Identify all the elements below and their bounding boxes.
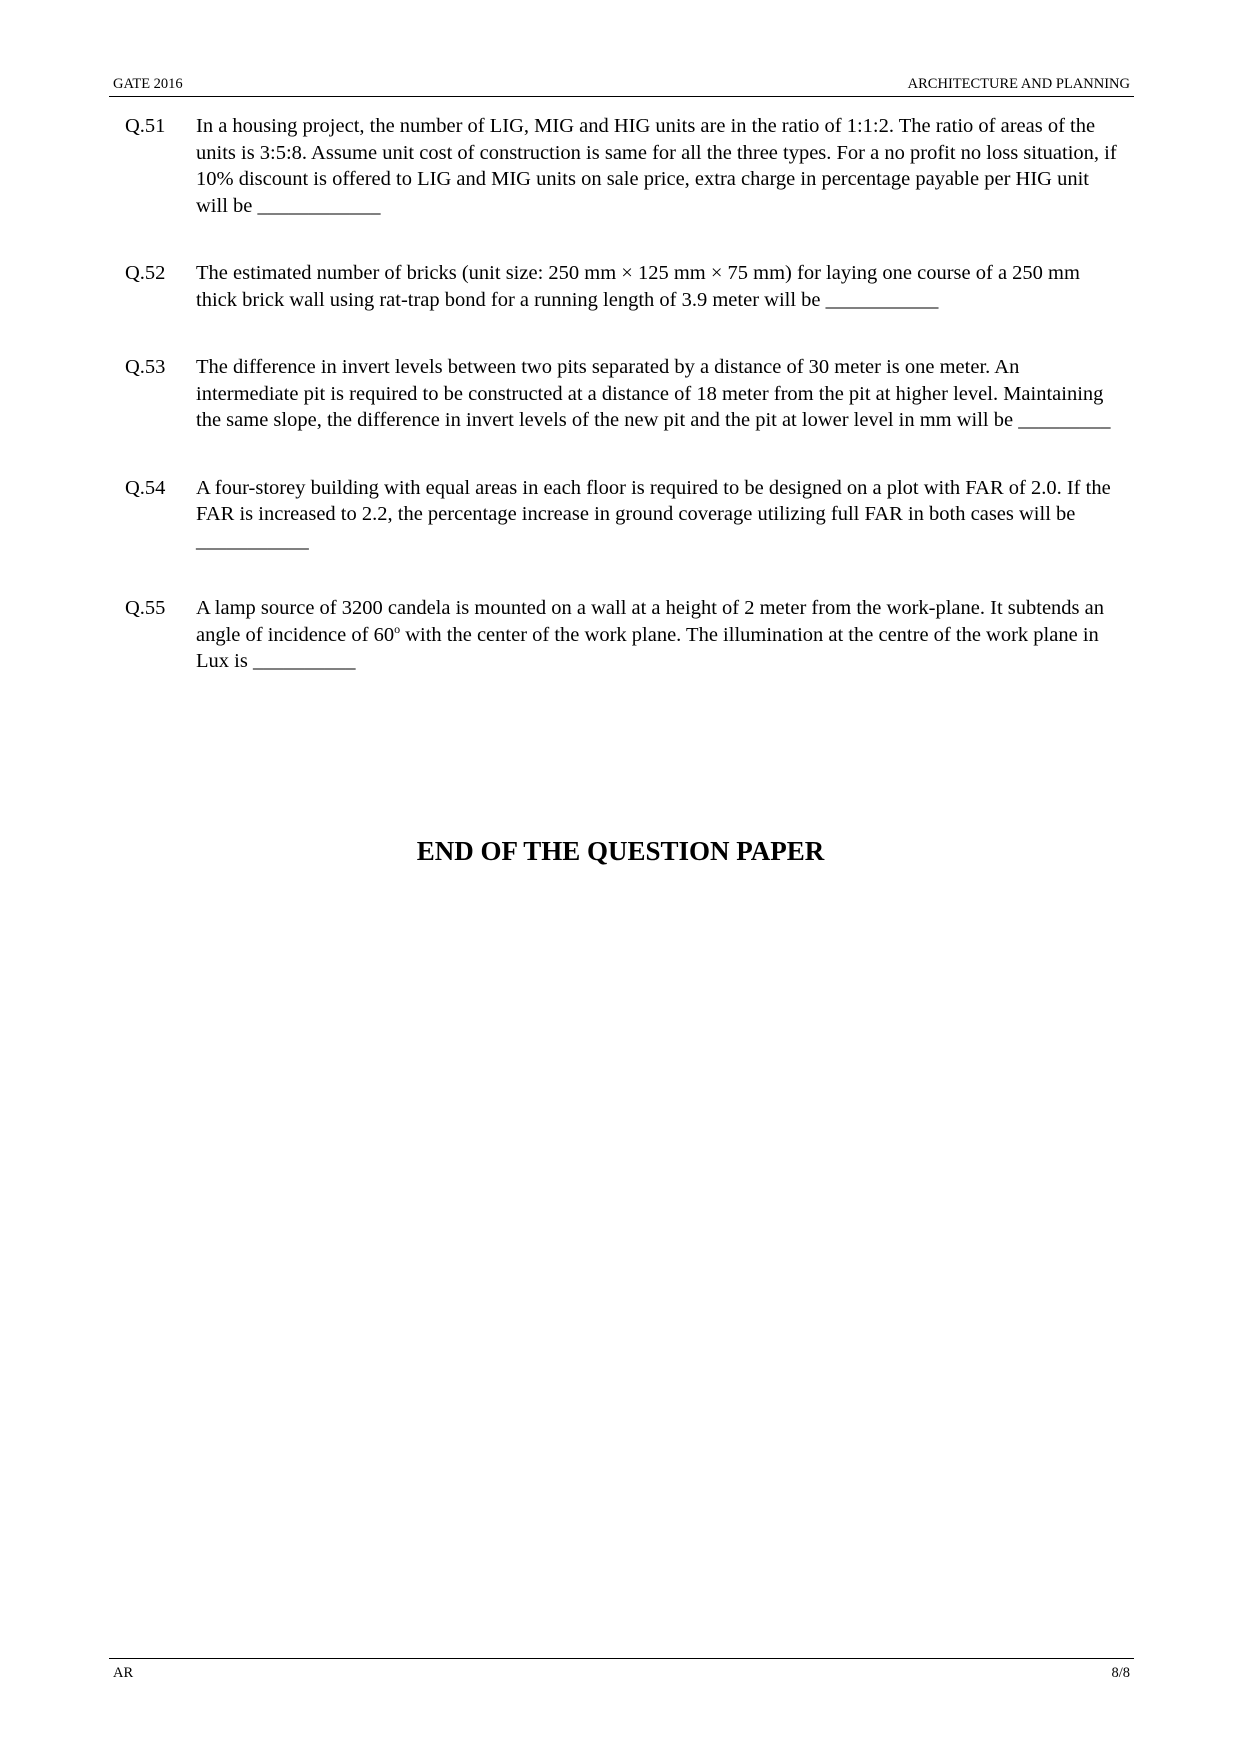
question-text-part: A lamp source of 3200 candela is mounted on a wall at a height of 2 meter from the work-plane. It subtends an angle of incidence of 60: [196, 597, 1105, 646]
question-51: [109, 113, 1122, 219]
question-number: Q.51: [125, 115, 166, 137]
footer-page-number: 8/8: [1111, 1665, 1130, 1681]
page-footer: [109, 1658, 1134, 1685]
question-list: [109, 113, 1134, 716]
question-55: [109, 595, 1122, 675]
end-of-paper-title: END OF THE QUESTION PAPER: [416, 836, 825, 866]
question-text: The estimated number of bricks (unit size: 250 mm × 125 mm × 75 mm) for laying one course of a 250 mm thick brick wall using rat-trap bond for a running length of 3.9 meter will be ___________: [196, 262, 1080, 311]
footer-paper-code: AR: [113, 1665, 134, 1681]
question-number: Q.53: [125, 356, 166, 378]
question-53: [109, 354, 1122, 434]
question-number: Q.55: [125, 597, 166, 619]
question-52: [109, 260, 1122, 313]
question-text: A four-storey building with equal areas in each floor is required to be designed on a plot with FAR of 2.0. If the FAR is increased to 2.2, the percentage increase in ground coverage utilizing full FAR in both cases will be ___________: [196, 476, 1111, 552]
question-text: In a housing project, the number of LIG, MIG and HIG units are in the ratio of 1:1:2. The ratio of areas of the units is 3:5:8. Assume unit cost of construction is same for all the three types. For a no profit no loss situation, if 10% discount is offered to LIG and MIG units on sale price, extra charge in percentage payable per HIG unit will be ____________: [196, 115, 1117, 217]
question-text-part: with the center of the work plane. The illumination at the centre of the work plane in Lux is __________: [196, 623, 1099, 672]
question-number: Q.54: [125, 476, 166, 499]
question-54: [109, 475, 1122, 555]
question-text: The difference in invert levels between two pits separated by a distance of 30 meter is one meter. An intermediate pit is required to be constructed at a distance of 18 meter from the pit at higher level. Maintaining the same slope, the difference in invert levels of the new pit and the pit at lower level in mm will be _________: [196, 356, 1111, 431]
header-exam-name: GATE 2016: [113, 76, 183, 92]
degree-superscript: o: [394, 621, 401, 636]
header-subject: ARCHITECTURE AND PLANNING: [907, 76, 1130, 92]
page-header: [109, 76, 1134, 97]
question-text: [196, 595, 1122, 675]
question-number: Q.52: [125, 262, 166, 284]
